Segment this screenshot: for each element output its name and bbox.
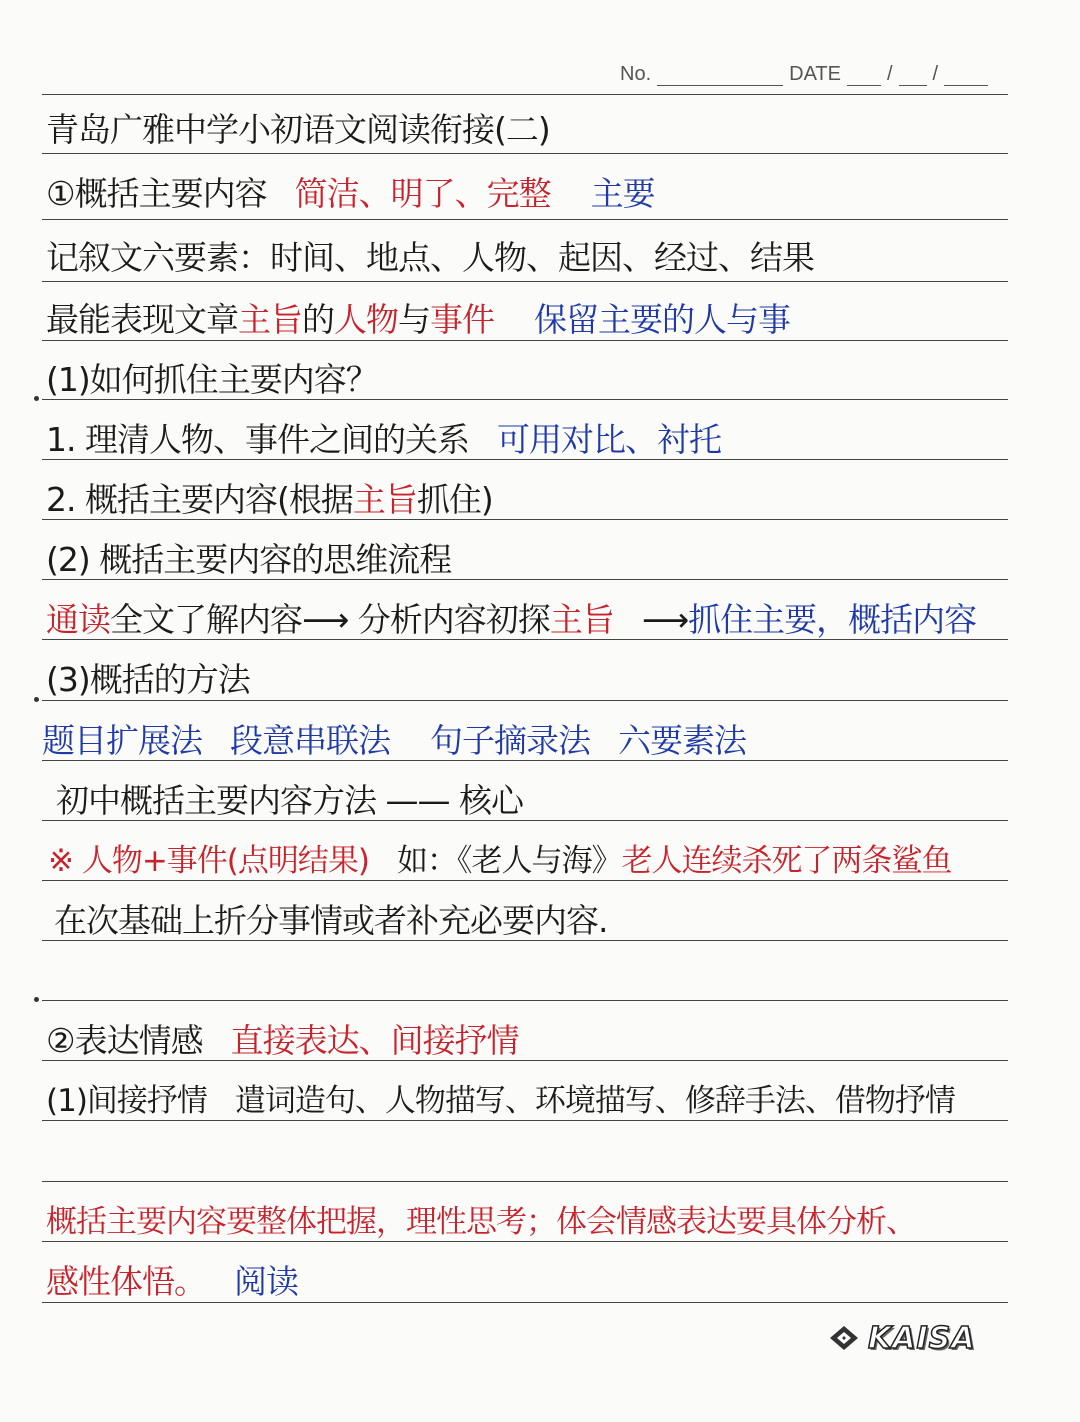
note-row-summary-1: [46, 1192, 1056, 1242]
note-text: 1. 理清人物、事件之间的关系: [46, 420, 469, 459]
brand-logo: [826, 1318, 1010, 1358]
note-row-q1: [46, 350, 1056, 400]
page-header: [620, 56, 1020, 86]
ruled-line: [42, 281, 1008, 282]
note-row-indirect: [46, 1071, 1056, 1121]
red-note: 主旨: [549, 600, 614, 639]
red-note: 人物: [334, 300, 398, 339]
note-text: 初中概括主要内容方法 —— 核心: [56, 781, 523, 820]
blue-note: 可用对比、衬托: [496, 420, 721, 459]
note-row-theme: [46, 290, 1056, 340]
note-row-emotion: [46, 1011, 1056, 1061]
blue-note: 段意串联法: [230, 721, 390, 760]
margin-dot: [34, 396, 39, 401]
ruled-line: [42, 700, 1008, 701]
title-text: 青岛广雅中学小初语文阅读衔接(二): [46, 110, 550, 149]
note-text: (1)间接抒情: [46, 1083, 207, 1119]
note-text: 抓住): [416, 480, 493, 519]
logo-text: KAISA: [868, 1320, 976, 1356]
ruled-line: [42, 1000, 1008, 1001]
red-note: 主旨: [238, 300, 302, 339]
note-text: ⟶ 分析内容初探: [302, 600, 550, 639]
blue-note: 六要素法: [618, 721, 746, 760]
note-row-summary-2: [46, 1252, 1056, 1302]
note-row-q3: [46, 650, 1056, 700]
note-row-six-elements: [46, 228, 1056, 278]
blue-note: 保留主要的人与事: [534, 300, 790, 339]
red-note: 直接表达、间接抒情: [230, 1021, 519, 1060]
note-text: 的: [302, 300, 334, 339]
margin-dot: [34, 997, 39, 1002]
ruled-line: [42, 1181, 1008, 1182]
note-row-core: [56, 771, 1066, 821]
ruled-line: [42, 1302, 1008, 1303]
date-blank-3: [944, 67, 988, 86]
red-note: 感性体悟。: [46, 1262, 206, 1301]
red-note: 通读: [46, 600, 110, 639]
no-label: No.: [620, 63, 652, 85]
red-note: 简洁、明了、完整: [294, 174, 551, 213]
section-heading: ①概括主要内容: [46, 174, 267, 213]
note-text: 与: [398, 300, 430, 339]
date-blank-2: [899, 67, 927, 86]
note-text: 最能表现文章: [46, 300, 238, 339]
date-blank-1: [847, 67, 881, 86]
note-text: 记叙文六要素：时间、地点、人物、起因、经过、结果: [46, 238, 814, 277]
note-row-item2: [46, 470, 1056, 520]
note-row-summarize: [46, 164, 1056, 214]
date-slash-2: /: [932, 63, 939, 85]
blue-note: 抓住主要，概括内容: [688, 600, 977, 639]
no-blank: [657, 67, 783, 86]
margin-dot: [34, 697, 39, 702]
red-note: ※ 人物+事件(点明结果): [48, 843, 369, 879]
section-heading: ②表达情感: [46, 1021, 203, 1060]
note-row-supplement: [54, 891, 1064, 941]
note-row-flow: [46, 590, 1056, 640]
date-slash-1: /: [886, 63, 893, 85]
note-row-example: [48, 831, 1058, 881]
blue-note: 题目扩展法: [42, 721, 202, 760]
note-row-item1: [46, 410, 1056, 460]
arrow-text: ⟶: [641, 600, 689, 639]
note-row-q2: [46, 530, 1056, 580]
note-text: 全文了解内容: [110, 600, 302, 639]
note-text: 如：《老人与海》: [397, 843, 622, 879]
ruled-line: [42, 219, 1008, 220]
ruled-line: [42, 153, 1008, 154]
red-note: 老人连续杀死了两条鲨鱼: [621, 843, 952, 879]
note-row-methods: [42, 711, 1052, 761]
note-text: (2) 概括主要内容的思维流程: [46, 540, 452, 579]
note-text: (3)概括的方法: [46, 660, 250, 699]
note-text: 2. 概括主要内容(根据: [46, 480, 353, 519]
note-text: (1)如何抓住主要内容？: [46, 360, 378, 399]
ruled-line: [42, 94, 1008, 95]
red-note: 概括主要内容要整体把握，理性思考；体会情感表达要具体分析、: [46, 1204, 916, 1240]
note-text: 在次基础上折分事情或者补充必要内容.: [54, 901, 608, 940]
red-note: 主旨: [352, 480, 417, 519]
ruled-line: [42, 340, 1008, 341]
date-label: DATE: [789, 63, 841, 85]
blue-note: 阅读: [234, 1262, 298, 1301]
blue-note: 句子摘录法: [430, 721, 590, 760]
note-text: 遣词造句、人物描写、环境描写、修辞手法、借物抒情: [234, 1083, 955, 1119]
blue-note: 主要: [590, 174, 655, 213]
logo-emblem-icon: [826, 1323, 862, 1353]
red-note: 事件: [430, 300, 494, 339]
note-title: [46, 100, 1056, 150]
